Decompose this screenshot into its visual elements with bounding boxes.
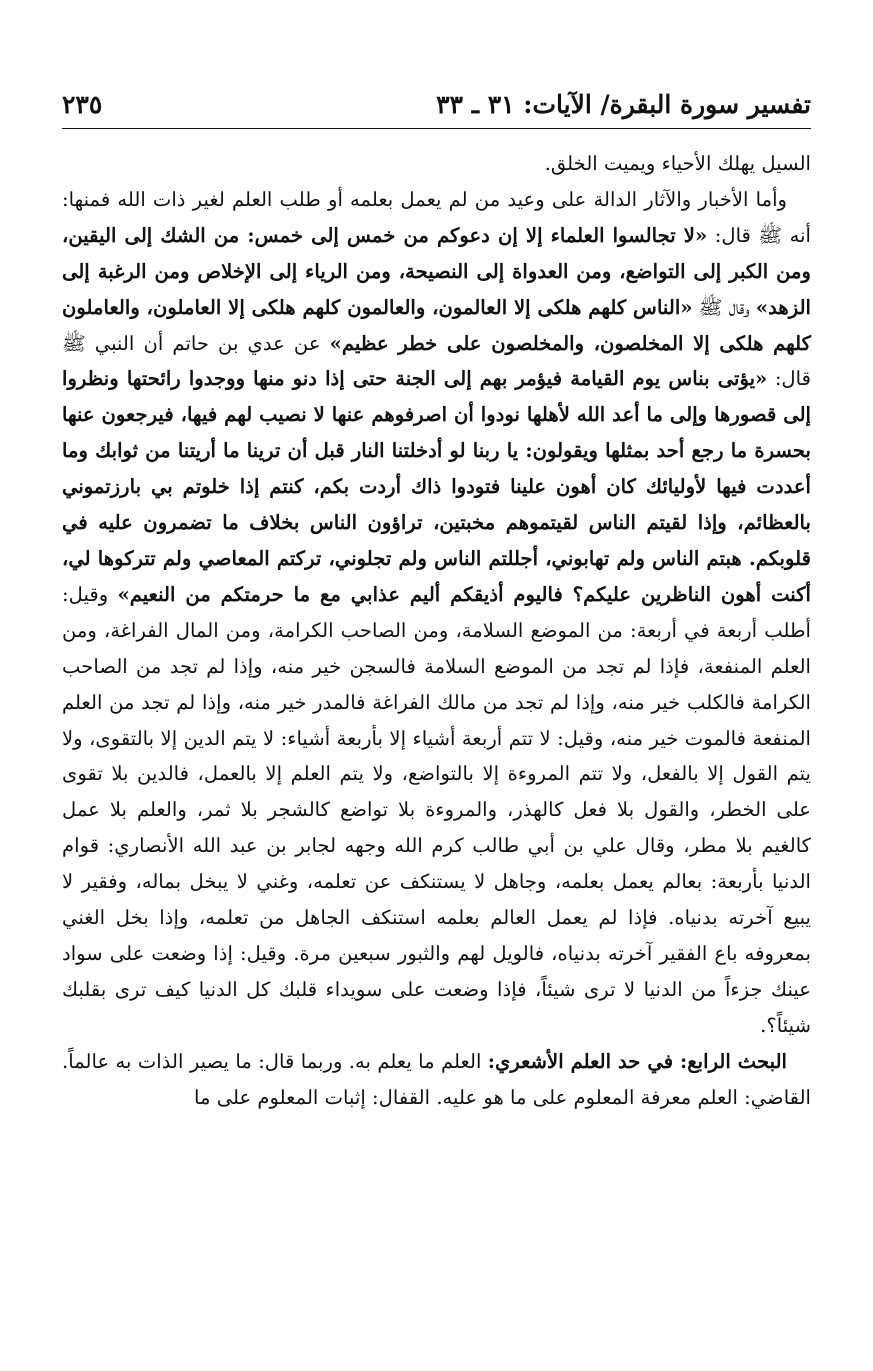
hadith-quote: «لا تجالسوا العلماء إلا إن دعوكم من خمس إلى خمس: من الشك إلى اليقين، ومن الكبر إلى التواضع، ومن العدواة إلى النصيحة، ومن الرياء إلى الإخلاص ومن الرغبة إلى الزهد» xyxy=(62,223,811,319)
paragraph xyxy=(62,182,811,1044)
running-title: تفسير سورة البقرة/ الآيات: ٣١ ـ ٣٣ xyxy=(436,90,811,119)
section-heading: البحث الرابع: في حد العلم الأشعري: xyxy=(487,1049,787,1073)
hadith-quote: «يؤتى بناس يوم القيامة فيؤمر بهم إلى الجنة حتى إذا دنو منها ووجدوا رائحتها ونظروا إلى قصورها وإلى ما أعد الله لأهلها نودوا أن اصرفوهم عنها لا نصيب لهم فيها، فيرجعون عنها بحسرة ما رجع أحد بمثلها ويقولون: يا ربنا لو أدخلتنا النار قبل أن ترينا ما أريتنا من ثوابك وما أعددت فيها لأوليائك كان أهون علينا فتودوا ذاك أردت بكم، كنتم إذا خلوتم بي بارزتموني بالعظائم، وإذا لقيتم الناس لقيتموهم مخبتين، تراؤون الناس بخلاف ما تضمرون عليه في قلوبكم. هبتم الناس ولم تهابوني، أجللتم الناس ولم تجلوني، تركتم المعاصي ولم تتركوها لي، أكنت أهون الناظرين عليكم؟ فاليوم أذيقكم أليم عذابي مع ما حرمتكم من النعيم» xyxy=(62,367,811,606)
text-segment: السيل يهلك الأحياء ويميت الخلق. xyxy=(544,152,811,175)
text-segment: وأما الأخبار والآثار الدالة على وعيد من لم يعمل بعلمه أو طلب العلم لغير ذات الله فمنها: أنه ﷺ قال: xyxy=(62,187,812,247)
text-segment: وقيل: أطلب أربعة في أربعة: من الموضع السلامة، ومن الصاحب الكرامة، ومن المال الفراغة، ومن العلم المنفعة، فإذا لم تجد من الموضع السلامة فالسجن خير منه، وإذا لم تجد من الصاحب الكرامة فالكلب خير منه، وإذا لم تجد من مالك الفراغة فالمدر خير منه، وإذا لم تجد من العلم المنفعة فالموت خير منه، وقيل: لا تتم أربعة أشياء إلا بأربعة أشياء: لا يتم الدين إلا بالتقوى، ولا يتم القول إلا بالفعل، ولا تتم المروءة إلا بالتواضع، ولا يتم العلم إلا بالعمل، فالدين بلا تقوى على الخطر، والقول بلا فعل كالهذر، والمروءة بلا تواضع كالشجر بلا ثمر، والعلم بلا عمل كالغيم بلا مطر، وقال علي بن أبي طالب كرم الله وجهه لجابر بن عبد الله الأنصاري: قوام الدنيا بأربعة: بعالم يعمل بعلمه، وجاهل لا يستنكف عن تعلمه، وغني لا يبخل بماله، وفقير لا يبيع آخرته بدنياه. فإذا لم يعمل العالم بعلمه استنكف الجاهل من تعلمه، وإذا بخل الغني بمعروفه باع الفقير آخرته بدنياه، فالويل لهم والثبور سبعين مرة. وقيل: إذا وضعت على سواد عينك جزءاً من الدنيا لا ترى شيئاً، فإذا وضعت على سويداء قلبك كل الدنيا كيف ترى بقلبك شيئاً؟. xyxy=(62,582,811,1037)
body-text xyxy=(62,146,811,1115)
page-header xyxy=(62,88,811,129)
paragraph xyxy=(62,146,811,182)
text-segment: عن عدي بن حاتم أن النبي ﷺ قال: xyxy=(62,331,812,391)
text-segment: وقال ﷺ xyxy=(692,295,756,319)
paragraph xyxy=(62,1044,811,1116)
text-segment: العلم ما يعلم به. وربما قال: ما يصير الذات به عالماً. القاضي: العلم معرفة المعلوم على ما هو عليه. القفال: إثبات المعلوم على ما xyxy=(62,1049,811,1109)
page-number: ٢٣٥ xyxy=(62,90,103,119)
hadith-quote: «الناس كلهم هلكى إلا العالمون، والعالمون كلهم هلكى إلا العاملون، والعاملون كلهم هلكى إلا المخلصون، والمخلصون على خطر عظيم» xyxy=(62,295,811,355)
